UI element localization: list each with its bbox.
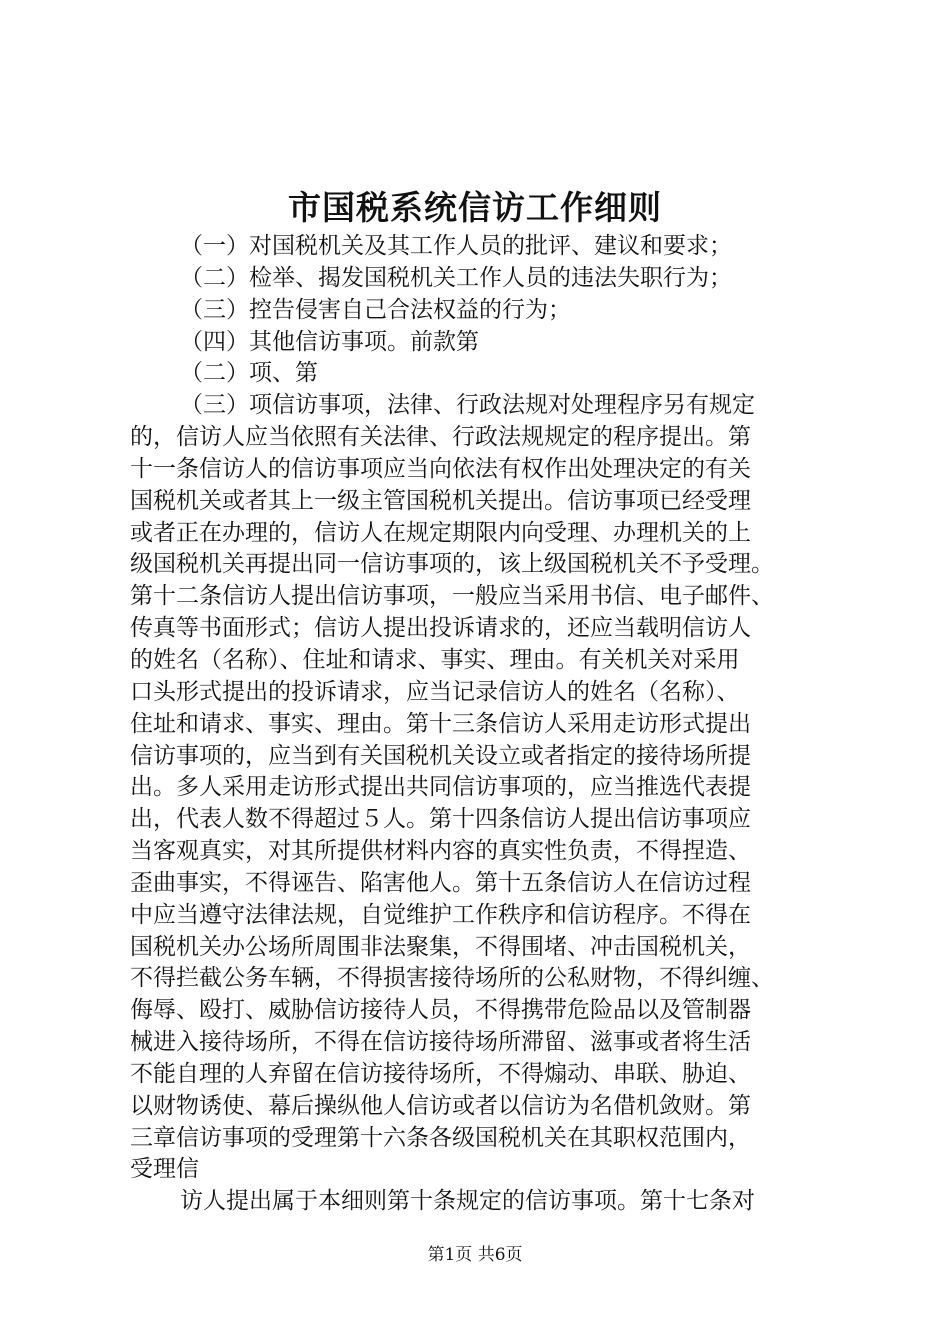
text-line: 歪曲事实，不得诬告、陷害他人。第十五条信访人在信访过程 bbox=[130, 869, 751, 896]
page-title: 市国税系统信访工作细则 bbox=[288, 188, 662, 227]
text-line: （三）项信访事项，法律、行政法规对处理程序另有规定 bbox=[180, 392, 755, 419]
text-line: 侮辱、殴打、威胁信访接待人员，不得携带危险品以及管制器 bbox=[130, 997, 751, 1024]
text-line: （四）其他信访事项。前款第 bbox=[180, 328, 479, 355]
text-line: 的，信访人应当依照有关法律、行政法规规定的程序提出。第 bbox=[130, 424, 751, 451]
text-line: 十一条信访人的信访事项应当向依法有权作出处理决定的有关 bbox=[130, 455, 751, 482]
text-line: 访人提出属于本细则第十条规定的信访事项。第十七条对 bbox=[180, 1188, 755, 1215]
text-line: 口头形式提出的投诉请求，应当记录信访人的姓名（名称）、 bbox=[130, 678, 740, 705]
text-line: 的姓名（名称）、住址和请求、事实、理由。有关机关对采用 bbox=[130, 646, 740, 673]
text-line: 中应当遵守法律法规，自觉维护工作秩序和信访程序。不得在 bbox=[130, 901, 751, 928]
text-line: 不能自理的人弃留在信访接待场所，不得煽动、串联、胁迫、 bbox=[130, 1060, 751, 1087]
text-line: 三章信访事项的受理第十六条各级国税机关在其职权范围内， bbox=[130, 1124, 751, 1151]
text-line: 出，代表人数不得超过５人。第十四条信访人提出信访事项应 bbox=[130, 806, 751, 833]
text-line: 信访事项的，应当到有关国税机关设立或者指定的接待场所提 bbox=[130, 742, 751, 769]
text-line: 受理信 bbox=[130, 1156, 199, 1183]
text-line: 不得拦截公务车辆，不得损害接待场所的公私财物，不得纠缠、 bbox=[130, 965, 774, 992]
text-line: 传真等书面形式；信访人提出投诉请求的，还应当载明信访人 bbox=[130, 615, 751, 642]
text-line: 第十二条信访人提出信访事项，一般应当采用书信、电子邮件、 bbox=[130, 583, 774, 610]
text-line: 出。多人采用走访形式提出共同信访事项的，应当推选代表提 bbox=[130, 774, 751, 801]
document-body bbox=[130, 231, 830, 1218]
text-line: 或者正在办理的，信访人在规定期限内向受理、办理机关的上 bbox=[130, 519, 751, 546]
text-line: 住址和请求、事实、理由。第十三条信访人采用走访形式提出 bbox=[130, 710, 751, 737]
text-line: 当客观真实，对其所提供材料内容的真实性负责，不得捏造、 bbox=[130, 838, 751, 865]
text-line: 国税机关或者其上一级主管国税机关提出。信访事项已经受理 bbox=[130, 487, 751, 514]
text-line: （二）项、第 bbox=[180, 360, 318, 387]
text-line: （二）检举、揭发国税机关工作人员的违法失职行为； bbox=[180, 264, 732, 291]
text-line: （三）控告侵害自己合法权益的行为； bbox=[180, 296, 571, 323]
text-line: 国税机关办公场所周围非法聚集，不得围堵、冲击国税机关， bbox=[130, 933, 751, 960]
text-line: 以财物诱使、幕后操纵他人信访或者以信访为名借机敛财。第 bbox=[130, 1092, 751, 1119]
text-line: 级国税机关再提出同一信访事项的，该上级国税机关不予受理。 bbox=[130, 551, 774, 578]
text-line: （一）对国税机关及其工作人员的批评、建议和要求； bbox=[180, 233, 732, 259]
page-footer: 第1页 共6页 bbox=[427, 1245, 523, 1265]
text-line: 械进入接待场所，不得在信访接待场所滞留、滋事或者将生活 bbox=[130, 1029, 751, 1056]
